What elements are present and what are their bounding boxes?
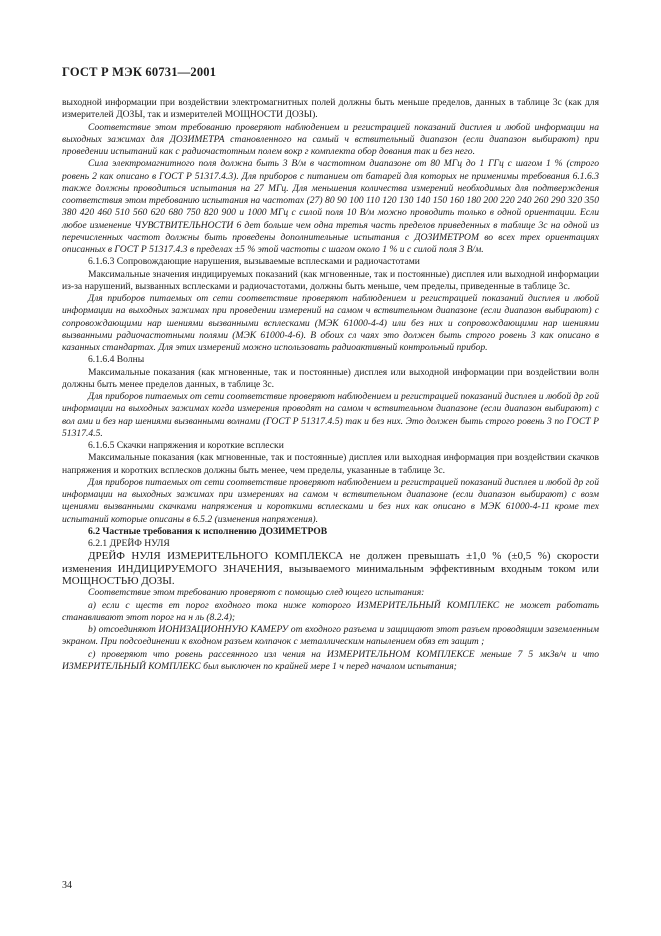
document-body [62,97,599,673]
paragraph: 6.1.6.3 Сопровождающие нарушения, вызываемые всплесками и радиочастотами [88,256,420,268]
paragraph: Для приборов питаемых от сети соответствие проверяют наблюдением и регистрацией показаний дисплея и любой др гой информации на выходных зажимах когда измерения проводят на самом ч вствительном диапазоне (если диапазон выбирают) с вол ами и без нар шениями вызванными волнами (ГОСТ Р 51317.4.5) так и без них. Это должен быть строго ровень 3 по ГОСТ Р 51317.4.5. [62,391,599,439]
standard-header: ГОСТ Р МЭК 60731—2001 [62,65,217,79]
paragraph: 6.1.6.5 Скачки напряжения и короткие всплески [88,440,284,451]
paragraph: Для приборов питаемых от сети соответствие проверяют наблюдением и регистрацией показаний дисплея и любой др гой информации на выходных зажимах при измерениях на самом ч вствительном диапазоне (если диапазон выбирают) с возм щениями вызванными скачками напряжения и короткими всплесками и без них как описано в МЭК 61000-4-11 кроме тех испытаний которые описаны в 6.5.2 (изменения напряжения). [62,476,599,525]
paragraph: ДРЕЙФ НУЛЯ ИЗМЕРИТЕЛЬНОГО КОМПЛЕКСА не должен превышать ±1,0 % (±0,5 %) скорости изменения ИНДИЦИРУЕМОГО ЗНАЧЕНИЯ, вызываемого минимальным эффективным входным током или МОЩНОСТЬЮ ДОЗЫ. [62,550,599,588]
paragraph: Максимальные показания (как мгновенные, так и постоянные) дисплея или выходной информации при воздействии волн должны быть менее пределов данных, в таблице 3с. [62,366,599,390]
paragraph: Соответствие этом требованию проверяют наблюдением и регистрацией показаний дисплея и любой информации на выходных зажимах для ДОЗИМЕТРА становленного на самый ч вствительный диапазон (если диапазон выбирают) при проведении испытаний как с радиочастотным полем вокр г комплекта обор дования так и без него. [62,121,599,157]
paragraph: b) отсоединяют ИОНИЗАЦИОННУЮ КАМЕРУ от входного разъема и защищают этот разъем проводящим заземленным экраном. При подсоединении к входном разъем колпачок с металлическим напылением обяз ет защит ; [62,624,599,648]
paragraph: 6.2 Частные требования к исполнению ДОЗИМЕТРОВ [88,525,328,537]
paragraph: 6.2.1 ДРЕЙФ НУЛЯ [88,538,170,549]
paragraph: Максимальные значения индицируемых показаний (как мгновенные, так и постоянные) дисплея или выходной информации из-за нарушений, вызванных всплесками и радиочастотами, должны быть меньше, чем пределы, приведенные в таблице 3с. [62,268,599,292]
paragraph: a) если с ществ ет порог входного тока ниже которого ИЗМЕРИТЕЛЬНЫЙ КОМПЛЕКС не может работать станавливают этот порог на н ль (8.2.4); [62,599,599,623]
paragraph: Для приборов питаемых от сети соответствие проверяют наблюдением и регистрацией показаний дисплея и любой информации на выходных зажимах при проведении измерений на самом ч вствительном диапазоне (если диапазон выбирают) с сопровождающими нар шениями вызванными всплесками (МЭК 61000-4-4) или без них и сопровождающими нар шениями вызванными радиочастотными полями (МЭК 61000-4-6). В обоих сл чаях это должен быть строго ровень 3 как описано в казанных стандартах. Для этих измерений можно использовать радиоактивный контрольный прибор. [62,293,599,353]
paragraph: Максимальные показания (как мгновенные, так и постоянные) дисплея или выходная информация при воздействии скачков напряжения и коротких всплесков должны быть менее, чем пределы, указанные в таблице 3с. [62,452,599,476]
paragraph: Сила электромагнитного поля должна быть 3 В/м в частотном диапазоне от 80 МГц до 1 ГГц с шагом 1 % (строго ровень 2 как описано в ГОСТ Р 51317.4.3). Для приборов с питанием от батарей для которых не применимы требования 6.1.6.3 также должны проводиться испытания на 27 МГц. Для меньшения количества измерений необходимых для подтверждения соответствия этом требованию испытания на частотах (27) 80 90 100 110 120 130 140 150 160 180 200 220 240 260 290 320 350 380 420 460 510 560 620 680 750 820 900 и 1000 МГц с силой поля 10 В/м можно проводить только в одной ориентации. Если любое изменение ЧУВСТВИТЕЛЬНОСТИ 6 дет больше чем одна третья часть пределов приведенных в таблице 3с на одной из перечисленных частот должны быть проведены дополнительные испытания с ДОЗИМЕТРОМ во всех трех ориентациях описанных в ГОСТ Р 51317.4.3 в пределах ±5 % этой частоты с шагом около 1 % и с силой поля 3 В/м. [62,158,599,255]
paragraph: c) проверяют что ровень рассеянного изл чения на ИЗМЕРИТЕЛЬНОМ КОМПЛЕКСЕ меньше 7 5 мкЗв/ч и что ИЗМЕРИТЕЛЬНЫЙ КОМПЛЕКС был выключен по крайней мере 1 ч перед началом испытания; [62,648,599,672]
paragraph: выходной информации при воздействии электромагнитных полей должны быть меньше пределов, данных в таблице 3с (как для измерителей ДОЗЫ, так и измерителей МОЩНОСТИ ДОЗЫ). [62,97,599,121]
paragraph: 6.1.6.4 Волны [88,354,145,366]
paragraph: Соответствие этом требованию проверяют с помощью след ющего испытания: [88,587,425,599]
page-number: 34 [62,880,72,891]
